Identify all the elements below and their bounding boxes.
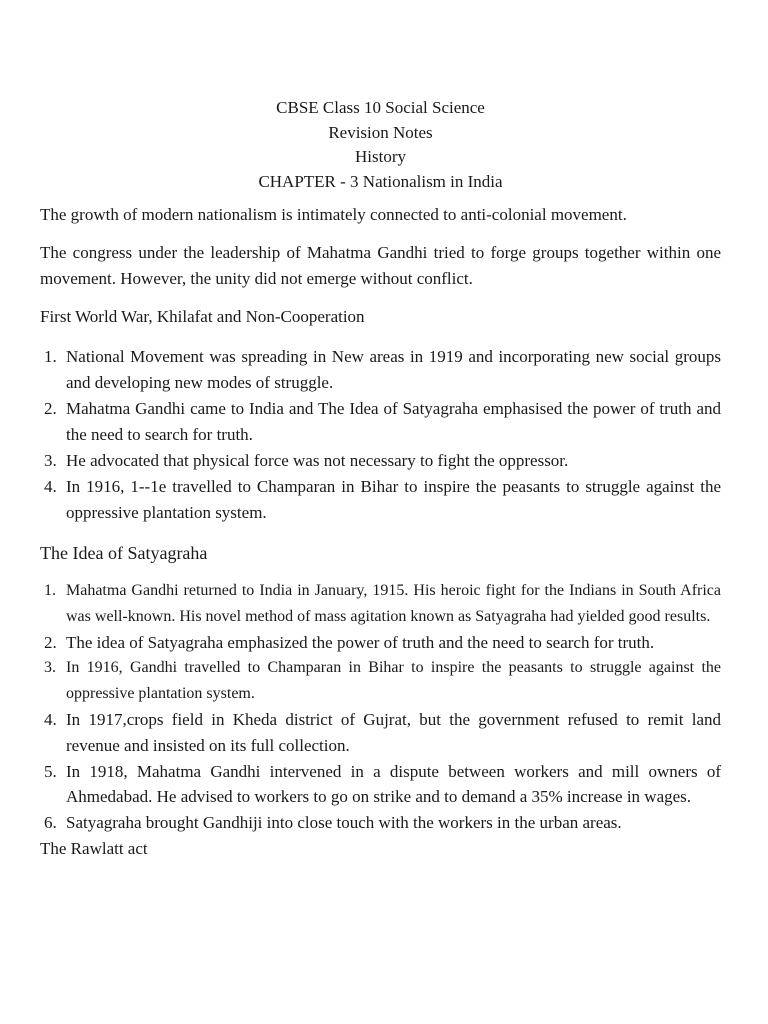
- list-item-text: Mahatma Gandhi came to India and The Idea of Satyagraha emphasised the power of truth and the need to search for truth.: [66, 399, 721, 444]
- list-number: 4.: [44, 477, 57, 496]
- section-heading-idea-of-satyagraha: The Idea of Satyagraha: [40, 543, 208, 563]
- list-number: 3.: [44, 659, 56, 677]
- intro-paragraph-2: The congress under the leadership of Mahatma Gandhi tried to forge groups together within one movement. However, the unity did not emerge without conflict.: [40, 243, 721, 288]
- list-item: [40, 655, 721, 707]
- numbered-list-first-world-war: [40, 344, 721, 526]
- list-number: 5.: [44, 761, 57, 781]
- list-number: 1.: [44, 347, 57, 366]
- intro-paragraph-1: The growth of modern nationalism is intimately connected to anti-colonial movement.: [40, 205, 627, 224]
- header-subject: History: [355, 147, 406, 166]
- list-item: [40, 759, 721, 811]
- section-heading-rawlatt-act: The Rawlatt act: [40, 838, 148, 858]
- header-subtitle: Revision Notes: [328, 122, 433, 142]
- header-title: CBSE Class 10 Social Science: [276, 98, 485, 117]
- list-item: [40, 707, 721, 759]
- list-item-text: The idea of Satyagraha emphasized the power of truth and the need to search for truth.: [66, 632, 655, 652]
- list-item-text: In 1916, Gandhi travelled to Champaran in Bihar to inspire the peasants to struggle against the oppressive plantation system.: [66, 659, 721, 703]
- section-heading-first-world-war: First World War, Khilafat and Non-Cooperation: [40, 307, 365, 326]
- list-number: 4.: [44, 709, 57, 729]
- list-item-text: He advocated that physical force was not necessary to fight the oppressor.: [66, 451, 569, 470]
- list-item-text: In 1917,crops field in Kheda district of Gujrat, but the government refused to remit land revenue and insisted on its full collection.: [66, 709, 721, 755]
- header-chapter: CHAPTER - 3 Nationalism in India: [258, 171, 503, 191]
- list-item-text: Mahatma Gandhi returned to India in January, 1915. His heroic fight for the Indians in South Africa was well-known. His novel method of mass agitation known as Satyagraha had yielded good results.: [66, 582, 721, 625]
- list-item-text: In 1916, 1--1e travelled to Champaran in Bihar to inspire the peasants to struggle against the oppressive plantation system.: [66, 477, 721, 522]
- list-item: [40, 810, 721, 836]
- list-number: 3.: [44, 451, 57, 470]
- list-number: 2.: [44, 399, 57, 418]
- numbered-list-idea-of-satyagraha: [40, 578, 721, 836]
- list-item: [40, 578, 721, 630]
- list-number: 6.: [44, 813, 57, 833]
- list-item-text: In 1918, Mahatma Gandhi intervened in a dispute between workers and mill owners of Ahmedabad. He advised to workers to go on strike and to demand a 35% increase in wages.: [66, 761, 721, 807]
- list-item-text: National Movement was spreading in New areas in 1919 and incorporating new social groups and developing new modes of struggle.: [66, 347, 721, 392]
- document-header: [40, 96, 721, 194]
- list-item: [40, 474, 721, 526]
- list-item: [40, 396, 721, 448]
- list-item-text: Satyagraha brought Gandhiji into close touch with the workers in the urban areas.: [66, 813, 622, 833]
- list-item: [40, 448, 721, 474]
- list-number: 2.: [44, 632, 57, 652]
- list-item: [40, 344, 721, 396]
- list-item: [40, 630, 721, 656]
- list-number: 1.: [44, 582, 56, 599]
